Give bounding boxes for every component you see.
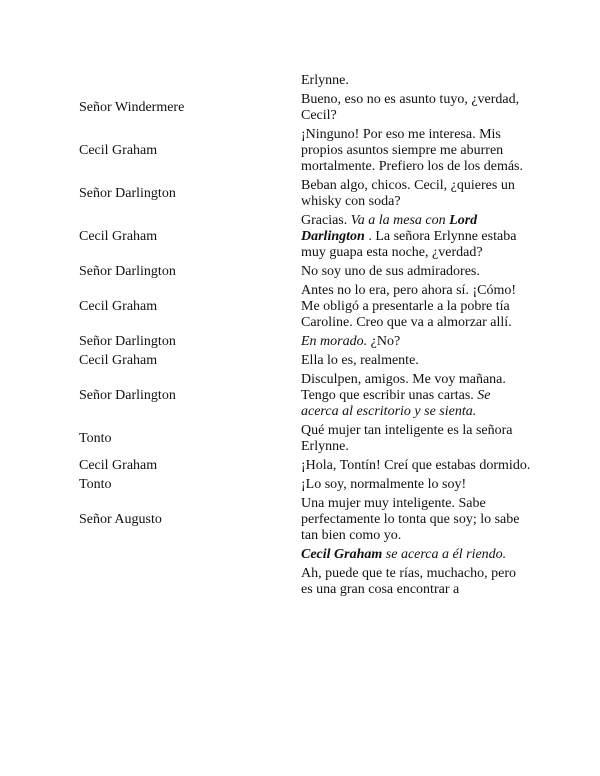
- speaker-name: Cecil Graham: [79, 228, 158, 244]
- dialogue-segment: Bueno, eso no es asunto tuyo, ¿verdad, Cecil?: [301, 91, 520, 123]
- character-name-reference: Cecil Graham: [301, 546, 383, 562]
- speech-text: [301, 351, 531, 370]
- speaker-name: Señor Darlington: [79, 387, 176, 403]
- script-row: [79, 262, 539, 281]
- stage-direction: Va a la mesa con: [350, 212, 450, 228]
- dialogue-segment: ¡Ninguno! Por eso me interesa. Mis propios asuntos siempre me aburren mortalmente. Prefiero los de los demás.: [301, 126, 523, 174]
- dialogue-segment: Una mujer muy inteligente. Sabe perfectamente lo tonta que soy; lo sabe tan bien como yo.: [301, 495, 520, 543]
- script-row: [79, 176, 539, 211]
- speech-text: [301, 475, 531, 494]
- dialogue-segment: Gracias.: [301, 212, 351, 228]
- speaker-name: Tonto: [79, 476, 112, 492]
- script-row: [79, 125, 539, 176]
- speaker-name: Cecil Graham: [79, 457, 158, 473]
- speech-text: [301, 421, 531, 456]
- script-row: [79, 90, 539, 125]
- dialogue-segment: ¡Lo soy, normalmente lo soy!: [301, 476, 467, 492]
- speech-text: [301, 545, 531, 564]
- character-name-reference: Lord Darlington: [301, 212, 478, 244]
- speech-text: [301, 564, 531, 599]
- script-row: [79, 564, 539, 599]
- dialogue-segment: Ah, puede que te rías, muchacho, pero es una gran cosa encontrar a: [301, 565, 516, 597]
- dialogue-segment: Beban algo, chicos. Cecil, ¿quieres un whisky con soda?: [301, 177, 515, 209]
- dialogue-segment: Antes no lo era, pero ahora sí. ¡Cómo! Me obligó a presentarle a la pobre tía Caroline. Creo que va a almorzar allí.: [301, 282, 516, 330]
- stage-direction: Se acerca al escritorio y se sienta.: [301, 387, 491, 419]
- speech-text: [301, 71, 531, 90]
- speech-text: [301, 370, 531, 421]
- script-row: [79, 332, 539, 351]
- speaker-name: Cecil Graham: [79, 298, 158, 314]
- play-script: [79, 71, 539, 599]
- script-row: [79, 456, 539, 475]
- speaker-name: Señor Augusto: [79, 511, 162, 527]
- dialogue-segment: Erlynne.: [301, 72, 349, 88]
- dialogue-segment: ¡Hola, Tontín! Creí que estabas dormido.: [301, 457, 531, 473]
- speech-text: [301, 125, 531, 176]
- script-row: [79, 545, 539, 564]
- speaker-name: Señor Darlington: [79, 333, 176, 349]
- stage-direction: En morado.: [301, 333, 368, 349]
- speech-text: [301, 332, 531, 351]
- dialogue-segment: Disculpen, amigos. Me voy mañana. Tengo que escribir unas cartas.: [301, 371, 506, 403]
- dialogue-segment: No soy uno de sus admiradores.: [301, 263, 480, 279]
- speech-text: [301, 456, 531, 475]
- dialogue-segment: Ella lo es, realmente.: [301, 352, 419, 368]
- speech-text: [301, 281, 531, 332]
- speech-text: [301, 90, 531, 125]
- script-row: [79, 211, 539, 262]
- dialogue-segment: . La señora Erlynne estaba muy guapa esta noche, ¿verdad?: [301, 228, 517, 260]
- speaker-name: Cecil Graham: [79, 142, 158, 158]
- script-row: [79, 281, 539, 332]
- stage-direction: se acerca a él riendo.: [382, 546, 507, 562]
- dialogue-segment: ¿No?: [367, 333, 401, 349]
- speech-text: [301, 494, 531, 545]
- speech-text: [301, 262, 531, 281]
- speaker-name: Tonto: [79, 430, 112, 446]
- speech-text: [301, 176, 531, 211]
- script-row: [79, 351, 539, 370]
- script-row: [79, 494, 539, 545]
- script-row: [79, 370, 539, 421]
- speaker-name: Señor Darlington: [79, 263, 176, 279]
- speaker-name: Señor Windermere: [79, 99, 185, 115]
- speech-text: [301, 211, 531, 262]
- dialogue-segment: Qué mujer tan inteligente es la señora Erlynne.: [301, 422, 513, 454]
- script-row: [79, 421, 539, 456]
- speaker-name: Cecil Graham: [79, 352, 158, 368]
- script-row: [79, 71, 539, 90]
- speaker-name: Señor Darlington: [79, 185, 176, 201]
- script-row: [79, 475, 539, 494]
